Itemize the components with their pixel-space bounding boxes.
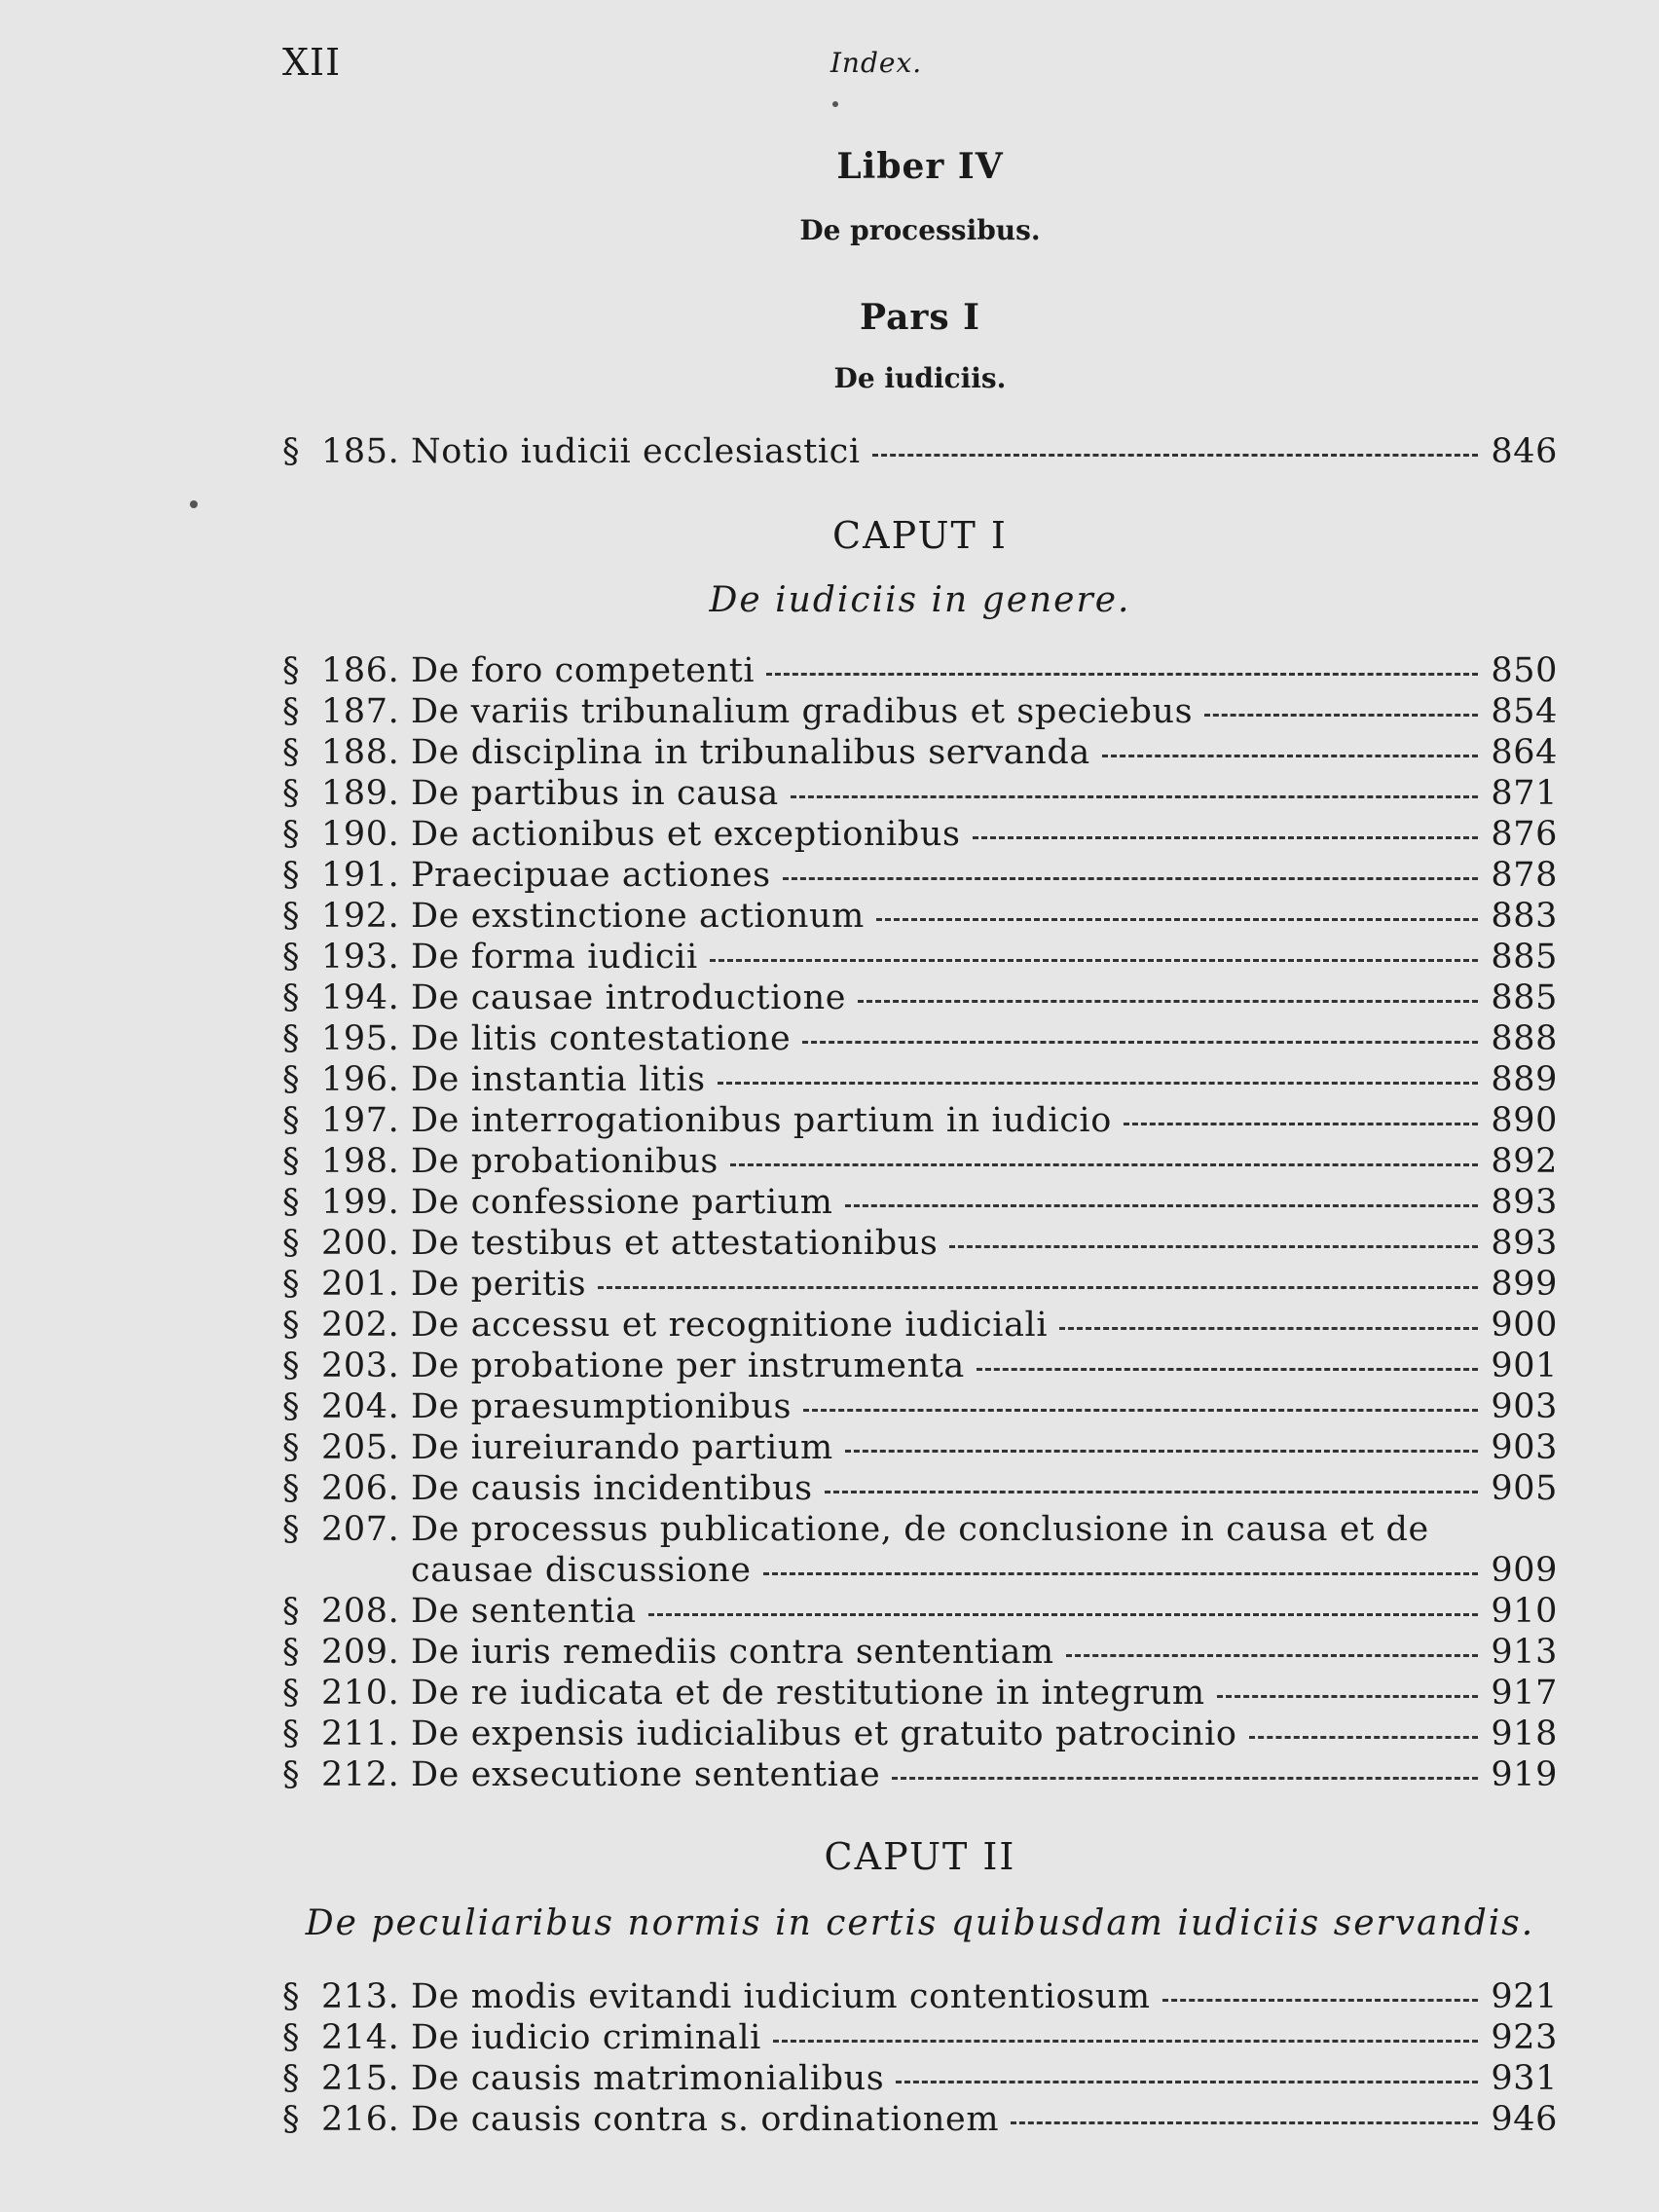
page-reference: 893 <box>1491 1183 1558 1222</box>
leader-dots <box>1124 1123 1478 1125</box>
section-number: 185. <box>321 432 400 471</box>
leader-dots <box>1011 2121 1478 2124</box>
section-title: De causis contra s. ordinationem <box>411 2100 1000 2139</box>
section-number: 205. <box>321 1428 400 1467</box>
section-title: De peritis <box>411 1265 587 1304</box>
section-sign: § <box>282 1387 301 1426</box>
leader-dots <box>802 1041 1478 1044</box>
toc-entry <box>282 1714 1558 1754</box>
leader-dots <box>803 1409 1478 1412</box>
toc-entry <box>282 855 1558 896</box>
section-title-continuation: causae discussione <box>411 1551 752 1590</box>
section-title: De testibus et attestationibus <box>411 1224 939 1263</box>
leader-dots <box>1217 1695 1478 1698</box>
section-number: 191. <box>321 856 400 895</box>
toc-entry <box>282 1264 1558 1305</box>
page-reference: 876 <box>1491 815 1558 854</box>
page-reference: 871 <box>1491 774 1558 813</box>
page-reference: 905 <box>1491 1469 1558 1508</box>
leader-dots <box>896 2081 1478 2083</box>
toc-entry <box>282 1673 1558 1714</box>
section-number: 203. <box>321 1346 400 1385</box>
chapter-2-entries <box>282 1976 1558 2140</box>
page-reference: 885 <box>1491 938 1558 977</box>
toc-entry <box>282 2099 1558 2140</box>
section-sign: § <box>282 1265 301 1304</box>
section-sign: § <box>282 1346 301 1385</box>
page-reference: 878 <box>1491 856 1558 895</box>
page-reference: 850 <box>1491 651 1558 690</box>
section-number: 210. <box>321 1674 400 1713</box>
section-number: 196. <box>321 1060 400 1099</box>
chapter-2-subtitle: De peculiaribus normis in certis quibusdam iudiciis servandis. <box>305 1903 1535 1943</box>
toc-entry-continuation <box>282 1550 1558 1591</box>
leader-dots <box>773 2040 1478 2043</box>
leader-dots <box>791 795 1478 798</box>
section-title: De partibus in causa <box>411 774 779 813</box>
toc-entry <box>282 1141 1558 1182</box>
section-number: 204. <box>321 1387 400 1426</box>
section-sign: § <box>282 432 301 471</box>
toc-entry <box>282 1468 1558 1509</box>
section-title: De forma iudicii <box>411 938 698 977</box>
leader-dots <box>872 454 1478 457</box>
page-reference: 893 <box>1491 1224 1558 1263</box>
section-title: Praecipuae actiones <box>411 856 771 895</box>
page-reference: 883 <box>1491 897 1558 936</box>
leader-dots <box>1162 1999 1478 2002</box>
section-title: De praesumptionibus <box>411 1387 793 1426</box>
section-sign: § <box>282 733 301 772</box>
ink-smudge <box>832 101 838 107</box>
page-reference: 903 <box>1491 1387 1558 1426</box>
section-number: 188. <box>321 733 400 772</box>
leader-dots <box>710 959 1478 962</box>
section-sign: § <box>282 1592 301 1631</box>
toc-entry <box>282 732 1558 773</box>
page-reference: 888 <box>1491 1019 1558 1058</box>
section-title: De causis matrimonialibus <box>411 2059 885 2098</box>
toc-entry <box>282 1223 1558 1264</box>
page-reference: 890 <box>1491 1101 1558 1140</box>
section-title: De exsecutione sententiae <box>411 1755 881 1794</box>
toc-entry <box>282 1305 1558 1346</box>
section-title: De modis evitandi iudicium contentiosum <box>411 1977 1151 2016</box>
leader-dots <box>718 1082 1478 1085</box>
section-sign: § <box>282 856 301 895</box>
chapter-1-subtitle: De iudiciis in genere. <box>709 580 1131 620</box>
section-number: 211. <box>321 1714 400 1753</box>
page-reference: 892 <box>1491 1142 1558 1181</box>
toc-entry <box>282 1632 1558 1673</box>
toc-entry <box>282 1509 1558 1550</box>
section-title: De iureiurando partium <box>411 1428 833 1467</box>
section-number: 214. <box>321 2018 400 2057</box>
chapter-2-title: CAPUT II <box>824 1835 1016 1878</box>
section-title: De interrogationibus partium in iudicio <box>411 1101 1112 1140</box>
section-sign: § <box>282 1977 301 2016</box>
page-reference: 921 <box>1491 1977 1558 2016</box>
section-title: De causae introductione <box>411 978 847 1017</box>
section-sign: § <box>282 938 301 977</box>
running-head <box>282 41 1562 90</box>
leader-dots <box>1204 714 1478 717</box>
book-title: Liber IV <box>836 146 1004 187</box>
leader-dots <box>845 1450 1478 1453</box>
leader-dots <box>858 1000 1478 1003</box>
page-reference: 910 <box>1491 1592 1558 1631</box>
page-reference: 931 <box>1491 2059 1558 2098</box>
section-number: 200. <box>321 1224 400 1263</box>
page-reference: 946 <box>1491 2100 1558 2139</box>
leader-dots <box>598 1286 1478 1289</box>
section-sign: § <box>282 1060 301 1099</box>
section-title: Notio iudicii ecclesiastici <box>411 432 861 471</box>
section-sign: § <box>282 1428 301 1467</box>
toc-entry <box>282 2058 1558 2099</box>
leader-dots <box>973 836 1478 839</box>
section-number: 212. <box>321 1755 400 1794</box>
section-sign: § <box>282 1306 301 1345</box>
toc-entry <box>282 1182 1558 1223</box>
section-sign: § <box>282 1019 301 1058</box>
section-title: De probationibus <box>411 1142 719 1181</box>
toc-entry <box>282 2017 1558 2058</box>
section-title: De instantia litis <box>411 1060 706 1099</box>
running-title: Index. <box>830 47 923 79</box>
chapter-1-title: CAPUT I <box>832 514 1008 557</box>
section-number: 186. <box>321 651 400 690</box>
section-sign: § <box>282 2059 301 2098</box>
section-title: De iudicio criminali <box>411 2018 761 2057</box>
section-sign: § <box>282 692 301 731</box>
section-title: De actionibus et exceptionibus <box>411 815 961 854</box>
section-sign: § <box>282 1183 301 1222</box>
chapter-1-entries <box>282 650 1558 1795</box>
toc-entry <box>282 1100 1558 1141</box>
page-reference: 846 <box>1491 432 1558 471</box>
toc-entry <box>282 650 1558 691</box>
toc-entry <box>282 431 1558 472</box>
section-number: 209. <box>321 1633 400 1672</box>
section-sign: § <box>282 1510 301 1549</box>
section-number: 187. <box>321 692 400 731</box>
section-sign: § <box>282 1101 301 1140</box>
section-number: 194. <box>321 978 400 1017</box>
section-number: 207. <box>321 1510 400 1549</box>
section-title: De disciplina in tribunalibus servanda <box>411 733 1090 772</box>
toc-entry <box>282 896 1558 937</box>
section-title: De causis incidentibus <box>411 1469 813 1508</box>
page-reference: 885 <box>1491 978 1558 1017</box>
section-number: 199. <box>321 1183 400 1222</box>
leader-dots <box>766 673 1478 676</box>
section-sign: § <box>282 2100 301 2139</box>
leader-dots <box>648 1613 1478 1616</box>
section-number: 201. <box>321 1265 400 1304</box>
toc-entry <box>282 1976 1558 2017</box>
page-reference: 901 <box>1491 1346 1558 1385</box>
leader-dots <box>730 1163 1478 1166</box>
page-reference: 864 <box>1491 733 1558 772</box>
leader-dots <box>783 877 1478 880</box>
toc-entry <box>282 1059 1558 1100</box>
leader-dots <box>1066 1654 1478 1657</box>
section-sign: § <box>282 1674 301 1713</box>
section-number: 197. <box>321 1101 400 1140</box>
section-number: 189. <box>321 774 400 813</box>
leader-dots <box>825 1491 1478 1493</box>
page-reference: 854 <box>1491 692 1558 731</box>
toc-entry <box>282 1754 1558 1795</box>
section-title: De exstinctione actionum <box>411 897 865 936</box>
page-reference: 909 <box>1491 1551 1558 1590</box>
section-number: 193. <box>321 938 400 977</box>
toc-entry <box>282 1427 1558 1468</box>
page-reference: 919 <box>1491 1755 1558 1794</box>
section-sign: § <box>282 1469 301 1508</box>
toc-entry <box>282 773 1558 814</box>
section-number: 206. <box>321 1469 400 1508</box>
section-title: De re iudicata et de restitutione in integrum <box>411 1674 1205 1713</box>
section-sign: § <box>282 1142 301 1181</box>
section-sign: § <box>282 1224 301 1263</box>
page-reference: 889 <box>1491 1060 1558 1099</box>
part-title: Pars I <box>859 297 981 338</box>
toc-entry <box>282 1386 1558 1427</box>
toc-entry <box>282 691 1558 732</box>
section-title: De variis tribunalium gradibus et speciebus <box>411 692 1194 731</box>
toc-entry <box>282 1346 1558 1386</box>
page-reference: 903 <box>1491 1428 1558 1467</box>
section-sign: § <box>282 1714 301 1753</box>
leader-dots <box>1249 1736 1478 1739</box>
book-subtitle: De processibus. <box>799 214 1041 246</box>
section-sign: § <box>282 1755 301 1794</box>
section-title: De processus publicatione, de conclusione in causa et de <box>411 1510 1429 1549</box>
section-title: De litis contestatione <box>411 1019 792 1058</box>
toc-entry <box>282 1018 1558 1059</box>
page-number: XII <box>282 41 342 84</box>
section-sign: § <box>282 1633 301 1672</box>
section-sign: § <box>282 774 301 813</box>
section-number: 202. <box>321 1306 400 1345</box>
section-title: De probatione per instrumenta <box>411 1346 965 1385</box>
toc-entry <box>282 1591 1558 1632</box>
toc-entry <box>282 814 1558 855</box>
section-sign: § <box>282 897 301 936</box>
section-number: 215. <box>321 2059 400 2098</box>
section-title: De confessione partium <box>411 1183 833 1222</box>
section-number: 195. <box>321 1019 400 1058</box>
page-reference: 913 <box>1491 1633 1558 1672</box>
ink-smudge <box>190 500 198 508</box>
section-sign: § <box>282 815 301 854</box>
section-number: 216. <box>321 2100 400 2139</box>
leader-dots <box>892 1777 1478 1780</box>
section-title: De expensis iudicialibus et gratuito patrocinio <box>411 1714 1237 1753</box>
section-title: De accessu et recognitione iudiciali <box>411 1306 1049 1345</box>
page-reference: 923 <box>1491 2018 1558 2057</box>
leader-dots <box>763 1572 1478 1575</box>
section-title: De iuris remediis contra sententiam <box>411 1633 1054 1672</box>
intro-entries <box>282 431 1558 472</box>
section-sign: § <box>282 2018 301 2057</box>
toc-entry <box>282 937 1558 977</box>
part-subtitle: De iudiciis. <box>833 362 1007 394</box>
leader-dots <box>876 918 1478 921</box>
leader-dots <box>1102 755 1478 757</box>
toc-entry <box>282 977 1558 1018</box>
section-number: 190. <box>321 815 400 854</box>
leader-dots <box>1059 1327 1478 1330</box>
section-number: 198. <box>321 1142 400 1181</box>
section-sign: § <box>282 651 301 690</box>
leader-dots <box>949 1245 1478 1248</box>
page-reference: 900 <box>1491 1306 1558 1345</box>
page-reference: 899 <box>1491 1265 1558 1304</box>
leader-dots <box>977 1368 1478 1371</box>
section-sign: § <box>282 978 301 1017</box>
leader-dots <box>845 1204 1478 1207</box>
section-number: 192. <box>321 897 400 936</box>
page-reference: 917 <box>1491 1674 1558 1713</box>
section-number: 208. <box>321 1592 400 1631</box>
page-reference: 918 <box>1491 1714 1558 1753</box>
section-number: 213. <box>321 1977 400 2016</box>
section-title: De foro competenti <box>411 651 756 690</box>
section-title: De sententia <box>411 1592 637 1631</box>
